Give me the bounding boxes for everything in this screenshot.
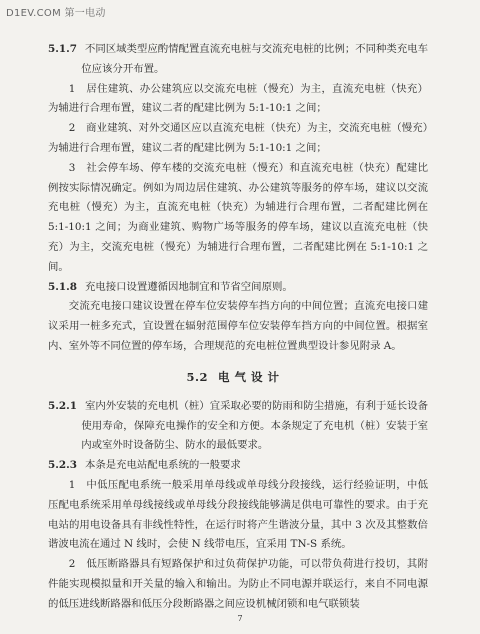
clause-number: 5.2.3 bbox=[48, 459, 77, 472]
clause-paragraph: 交流充电接口建议设置在停车位安装停车挡方向的中间位置；直流充电接口建议采用一桩多充式，宜设置在辐射范围停车位安装停车挡方向的中间位置。根据室内、室外等不同位置的停车场，合理规范的充电桩位置典型设计参见附录 A。 bbox=[48, 300, 428, 352]
clause-text: 充电接口设置遵循因地制宜和节省空间原则。 bbox=[84, 280, 293, 293]
section-number: 5.2 bbox=[186, 369, 208, 384]
clause-5-1-7 bbox=[48, 40, 428, 80]
clause-5-1-8 bbox=[48, 278, 428, 298]
page-number: 7 bbox=[237, 614, 243, 623]
clause-text: 本条是充电站配电系统的一般要求 bbox=[84, 459, 241, 472]
clause-number: 5.2.1 bbox=[48, 399, 77, 412]
clause-text: 室内外安装的充电机（桩）宜采取必要的防雨和防尘措施，有利于延长设备使用寿命，保障充电操作的安全和方便。本条规定了充电机（桩）安装于室内或室外时设备防尘、防水的最低要求。 bbox=[81, 399, 428, 452]
clause-5-2-1 bbox=[48, 397, 428, 456]
clause-5-2-3 bbox=[48, 456, 428, 476]
clause-item: 3 社会停车场、停车楼的交流充电桩（慢充）和直流充电桩（快充）配建比例按实际情况确定。例如为周边居住建筑、办公建筑等服务的停车场，建议以交流充电桩（慢充）为主，直流充电桩（快充）为辅进行合理布置，二者配建比例在 5:1-10:1 之间；为商业建筑、购物广场等服务的停车场，建议以直流充电桩（快充）为主，交流充电桩（慢充）为辅进行合理布置，二者配建比例在 5:1-10:1 之间。 bbox=[48, 161, 428, 273]
clause-item: 1 中低压配电系统一般采用单母线或单母线分段接线，运行经验证明，中低压配电系统采用单母线接线或单母线分段接线能够满足供电可靠性的要求。由于充电站的用电设备具有非线性特性，在运行时将产生谐波分量，其中 3 次及其整数倍谐波电流在通过 N 线时，会使 N 线带电压，宜采用 TN-S 系统。 bbox=[48, 478, 428, 551]
clause-text: 不同区域类型应酌情配置直流充电桩与交流充电桩的比例；不同种类充电车位应该分开布置。 bbox=[81, 43, 428, 75]
watermark: D1EV.COM 第一电动 bbox=[6, 8, 106, 19]
clause-item: 2 低压断路器具有短路保护和过负荷保护功能，可以带负荷进行投切，其附件能实现模拟量和开关量的输入和输出。为防止不同电源并联运行，来自不同电源的低压进线断路器和低压分段断路器之间应设机械闭锁和电气联锁装 bbox=[48, 558, 428, 610]
section-title: 电 气 设 计 bbox=[218, 369, 280, 384]
clause-number: 5.1.8 bbox=[48, 280, 77, 293]
clause-item: 1 居住建筑、办公建筑应以交流充电桩（慢充）为主，直流充电桩（快充）为辅进行合理布置，建议二者的配建比例为 5:1-10:1 之间； bbox=[48, 82, 428, 115]
clause-number: 5.1.7 bbox=[48, 43, 77, 55]
section-heading bbox=[48, 369, 428, 385]
clause-item: 2 商业建筑、对外交通区应以直流充电桩（快充）为主，交流充电桩（慢充）为辅进行合理布置，建议二者的配建比例为 5:1-10:1 之间； bbox=[48, 122, 428, 154]
